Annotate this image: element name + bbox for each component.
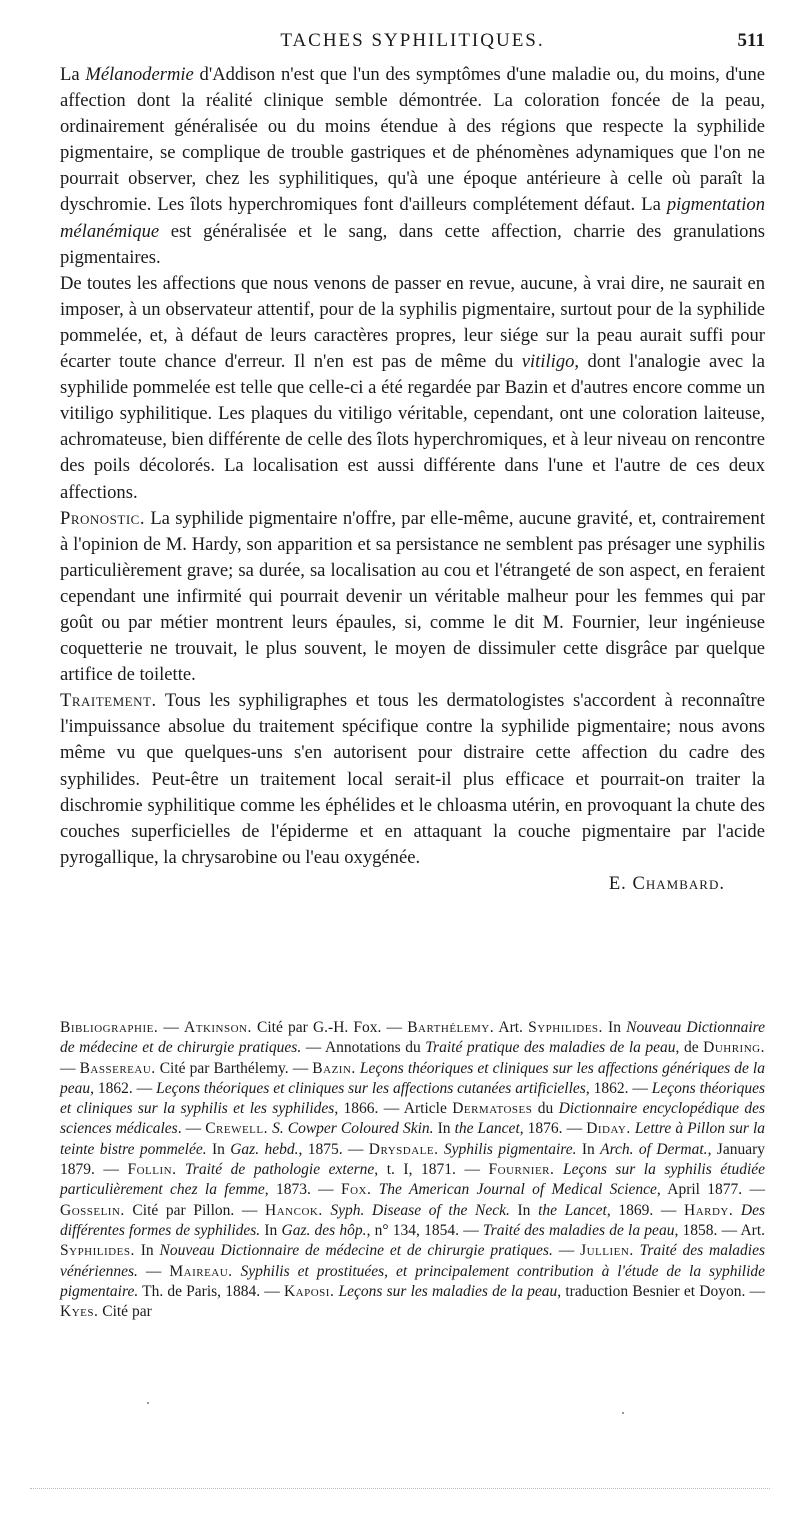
bibliography-heading: Bibliographie. [60,1019,159,1036]
article-name: Syphilides. [528,1019,603,1036]
text-run: In [206,1140,231,1158]
italic-term: Mélanodermie [85,64,194,85]
work-title: Leçons sur la syphilis étudiée particulièrement chez la femme [60,1161,766,1199]
journal-name: the Lancet [538,1201,607,1219]
work-title: Nouveau Dictionnaire de médecine et de chirurgie pratiques. [60,1019,766,1057]
text-run: d'Addison n'est que l'un des symptômes d'une maladie ou, du moins, d'une affection dont la réalité clinique semble démontrée. La coloration foncée de la peau, ordinairement généralisée ou du moins étendue à des régions que respecte la syphilide pigmentaire, se complique de trouble gastriques et de phénomènes adynamiques que l'on ne pourrait observer, chez les syphilitiques, qu'à une époque antérieure à celle où paraît la dyschromie. Les îlots hyperchromiques font d'ailleurs complétement défaut. La [60,64,765,216]
author-name: Follin. [127,1161,177,1179]
text-run: , 1858. — Art. [674,1221,766,1239]
text-run [733,1202,741,1219]
text-run: , 1869. — [606,1201,684,1219]
author-name: Jullien. [580,1242,634,1260]
text-run: Cité par Barthélemy. — [155,1059,313,1077]
text-run: du [532,1100,559,1118]
author-name: Bazin. [312,1059,356,1077]
author-name: Maireau. [169,1262,233,1280]
text-run: . — [177,1120,206,1138]
text-run [233,1263,241,1280]
text-run: La syphilide pigmentaire n'offre, par elle-même, aucune gravité, et, contrairement à l'opinion de M. Hardy, son apparition et sa persistance ne semblent pas présager une syphilis particulièrement grave; sa durée, sa localisation au cou et l'étrangeté de son aspect, en feraient cependant une infirmité qui pourrait devenir un véritable malheur pour les femmes qui par goût ou par métier montrent leurs épaules, si, comme le dit M. Fournier, leur ingénieuse coquetterie ne trouvait, le plus souvent, le moyen de dissimuler cette disgrâce par quelque artifice de toilette. [60,507,765,686]
author-name: Atkinson. [184,1019,252,1036]
text-run [176,1161,185,1178]
text-run: est généralisée et le sang, dans cette affection, charrie des granulations pigmentaires. [60,220,765,268]
italic-term: vitiligo [521,351,575,373]
author-name: Diday. [586,1120,631,1138]
work-title: Syphilis et prostituées, et principalement contribution à l'étude de la syphilide pigmentaire. [60,1262,766,1300]
work-title: Nouveau Dictionnaire de médecine et de chirurgie pratiques. [159,1242,553,1260]
journal-name: the Lancet [454,1120,520,1138]
italic-term: pigmentation mélanémique [60,194,765,242]
scan-speck [147,1402,149,1404]
paragraph-traitement [60,688,765,871]
author-name: Kyes. [60,1303,99,1321]
text-run [371,1181,378,1198]
text-run: Cité par Pillon. — [124,1201,266,1219]
text-run: — Annotations du [301,1039,426,1057]
text-run: In [602,1019,627,1036]
text-run: , 1866. — Article [334,1100,453,1118]
author-name: Gosselin. [60,1201,125,1219]
text-run: Cité par [98,1303,152,1321]
paragraph-melanodermie [60,62,765,271]
text-run: Th. de Paris, 1884. — [138,1282,284,1300]
text-run: — [158,1019,185,1036]
author-name: Hancok. [265,1201,323,1219]
main-text [60,62,765,897]
work-title: Traité pratique des maladies de la peau [425,1039,676,1057]
bibliography [60,1018,765,1322]
text-run: Art. [494,1019,529,1036]
work-title: Syphilis pigmentaire. [443,1140,577,1158]
text-run: In [433,1120,455,1138]
author-name: Fournier. [488,1161,555,1179]
work-title: S. Cowper Coloured Skin. [272,1120,434,1138]
text-run: , t. I, 1871. — [374,1161,489,1179]
work-title: Traité des maladies vénériennes. [60,1242,765,1280]
article-name: Syphilides. [60,1242,135,1260]
work-title: Traité de pathologie externe [185,1161,375,1179]
page-header [60,28,765,58]
work-title: Syph. Disease of the Neck. [330,1201,510,1219]
text-run: Tous les syphiligraphes et tous les dermatologistes s'accordent à reconnaître l'impuissance absolue du traitement spécifique contre la syphilide pigmentaire; nous avons même vu que quelques-uns s'en autorisent pour distraire cette affection du cadre des syphilides. Peut-être un traitement local serait-il plus efficace et pourrait-on traiter la dischromie syphilitique comme les éphélides et le chloasma utérin, en provoquant la chute des couches superficielles de l'épiderme et en attaquant la couche pigmentaire par l'acide pyrogallique, la chrysarobine ou l'eau oxygénée. [60,690,765,868]
text-run: — [60,1059,80,1077]
author-name: Drysdale. [368,1140,439,1158]
text-run: , 1876. — [519,1120,587,1138]
text-run: , traduction Besnier et Doyon. — [557,1282,765,1300]
work-title: Leçons théoriques et cliniques sur les affections génériques de la peau [60,1059,765,1097]
paragraph-vitiligo [60,271,765,506]
text-run: , de [675,1039,704,1057]
author-name: Fox. [340,1181,372,1199]
article-name: Dermatoses [452,1100,533,1118]
section-heading-traitement: Traitement. [60,690,157,712]
author-name: Hardy. [684,1201,734,1219]
text-run: , 1862. — [585,1079,652,1097]
text-run: , 1875. — [298,1140,369,1158]
text-run: , January 1879. — [60,1140,765,1179]
work-title: Leçons théoriques et cliniques sur les affections cutanées artificielles [156,1079,586,1097]
text-run: , dont l'analogie avec la syphilide pommelée est telle que celle-ci a été regardée par Bazin et d'autres encore comme un vitiligo syphilitique. Les plaques du vitiligo véritable, cependant, ont une coloration laiteuse, achromateuse, bien différente de celle des îlots hyperchromiques, et à leur niveau on rencontre des poils décolorés. La localisation est aussi différente dans l'une et l'autre de ces deux affections. [60,351,765,503]
text-run: In [260,1221,282,1239]
text-run [554,1161,563,1178]
text-run: Cité par G.-H. Fox. — [251,1019,408,1036]
text-run: , n° 134, 1854. — [366,1221,483,1239]
text-run: In [576,1140,601,1158]
work-title: Dictionnaire encyclopédique des sciences médicales [60,1100,766,1138]
author-name: Crewell. [205,1120,268,1138]
text-run: De toutes les affections que nous venons de passer en revue, aucune, à vrai dire, ne saurait en imposer, à un observateur attentif, pour de la syphilis pigmentaire, surtout pour de la syphilide pommelée, et, à défaut de leurs caractères propres, leur siége sur la peau aurait suffi pour écarter toute chance d'erreur. Il n'en est pas de même du [60,272,765,373]
journal-name: Gaz. hebd. [230,1140,299,1158]
text-run: In [509,1201,539,1219]
text-run: — [137,1262,170,1280]
text-run: , 1873. — [264,1181,341,1199]
author-signature: E. Chambard. [608,872,725,894]
work-title: Leçons sur les maladies de la peau [338,1282,558,1300]
work-title: Lettre à Pillon sur la teinte bistre pommelée. [60,1120,766,1158]
text-run: In [134,1242,160,1260]
author-name: Barthélemy. [407,1019,495,1036]
section-heading-pronostic: Pronostic. [60,507,145,529]
author-name: Duhring. [703,1039,765,1057]
text-run: , 1862. — [90,1079,157,1097]
page-number: 511 [737,30,765,51]
text-run: — [552,1242,581,1260]
scan-artifact-line [30,1488,770,1493]
signature-line [60,871,765,897]
journal-name: The American Journal of Medical Science [378,1181,657,1199]
author-name: Kaposi. [283,1282,335,1300]
work-title: Des différentes formes de syphilides. [60,1201,765,1239]
scan-speck [622,1412,624,1414]
journal-name: Gaz. des hôp. [281,1221,367,1239]
running-head: TACHES SYPHILITIQUES. [280,30,545,51]
author-name: Bassereau. [79,1059,156,1077]
work-title: Leçons théoriques et cliniques sur la syphilis et les syphilides [60,1079,766,1118]
journal-name: Arch. of Dermat. [600,1140,708,1158]
paragraph-pronostic [60,506,765,689]
work-title: Traité des maladies de la peau [482,1221,675,1239]
text-run: , April 1877. — [656,1181,765,1199]
text-run: La [60,64,86,85]
